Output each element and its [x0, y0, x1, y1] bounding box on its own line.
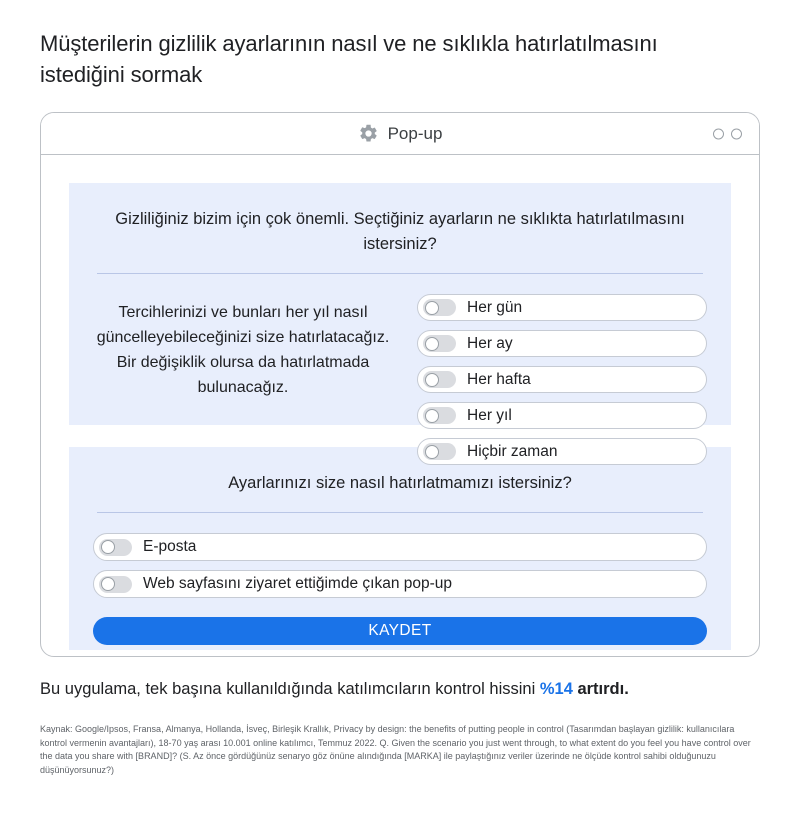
toggle-switch-icon[interactable] [423, 335, 456, 352]
result-statement [40, 677, 760, 701]
frequency-options [417, 294, 707, 465]
option-row-popup[interactable] [93, 570, 707, 598]
frequency-panel [69, 183, 731, 460]
toggle-switch-icon[interactable] [423, 443, 456, 460]
source-note: Kaynak: Google/Ipsos, Fransa, Almanya, Hollanda, İsveç, Birleşik Krallık, Privacy by design: the benefits of putting people in control (Tasarımdan başlayan gizlilik: kullanıcılara kontrol vermenin avantajları), 18-70 yaş arası 10.001 online katılımcı, Temmuz 2022. Q. Given the scenario you just went through, to what extent do you feel you have control over the data you share with [BRAND]? (S. Az önce gördüğünüz senaryo göz önüne alındığında [MARKA] ile paylaştığınız veriler üzerinde ne ölçüde kontrol sahibi olduğunuzu düşünüyorsunuz?) [40, 724, 751, 775]
frequency-blurb: Tercihlerinizi ve bunları her yıl nasıl güncelleyebileceğinizi size hatırlatacağız. Bir değişiklik olursa da hatırlatmada bulunacağız. [96, 304, 390, 396]
toggle-switch-icon[interactable] [423, 371, 456, 388]
result-suffix: artırdı. [572, 680, 629, 698]
toggle-switch-icon[interactable] [423, 407, 456, 424]
divider [97, 512, 703, 513]
window-title-bar [41, 113, 759, 155]
window-controls[interactable] [713, 128, 742, 139]
divider [97, 273, 703, 274]
frequency-content [93, 294, 707, 465]
option-label: Her ay [467, 334, 513, 352]
channel-options [93, 533, 707, 645]
toggle-switch-icon[interactable] [99, 539, 132, 556]
window-title: Pop-up [387, 123, 443, 143]
toggle-switch-icon[interactable] [99, 576, 132, 593]
popup-body [41, 155, 759, 650]
window-title-group [358, 123, 443, 144]
option-row-her-gun[interactable] [417, 294, 707, 321]
toggle-switch-icon[interactable] [423, 299, 456, 316]
option-row-her-yil[interactable] [417, 402, 707, 429]
window-dot-2[interactable] [731, 128, 742, 139]
window-dot-1[interactable] [713, 128, 724, 139]
option-row-hicbir-zaman[interactable] [417, 438, 707, 465]
save-button[interactable]: KAYDET [93, 617, 707, 645]
page-title: Müşterilerin gizlilik ayarlarının nasıl ve ne sıklıkla hatırlatılmasını istediğini sormak [40, 31, 658, 87]
option-label: Her yıl [467, 406, 512, 424]
frequency-question: Gizliliğiniz bizim için çok önemli. Seçtiğiniz ayarların ne sıklıkta hatırlatılmasını istersiniz? [115, 210, 685, 253]
gear-icon [358, 123, 379, 144]
option-row-her-ay[interactable] [417, 330, 707, 357]
channel-panel [69, 447, 731, 650]
option-label: Her gün [467, 298, 523, 316]
option-row-eposta[interactable] [93, 533, 707, 561]
option-label: E-posta [143, 538, 197, 555]
option-label: Web sayfasını ziyaret ettiğimde çıkan pop-up [143, 575, 453, 592]
option-row-her-hafta[interactable] [417, 366, 707, 393]
result-prefix: Bu uygulama, tek başına kullanıldığında katılımcıların kontrol hissini [40, 680, 540, 698]
result-highlight: %14 [539, 680, 573, 698]
channel-question: Ayarlarınızı size nasıl hatırlatmamızı istersiniz? [228, 474, 572, 492]
popup-window [40, 112, 760, 657]
option-label: Hiçbir zaman [467, 442, 558, 460]
option-label: Her hafta [467, 370, 531, 388]
